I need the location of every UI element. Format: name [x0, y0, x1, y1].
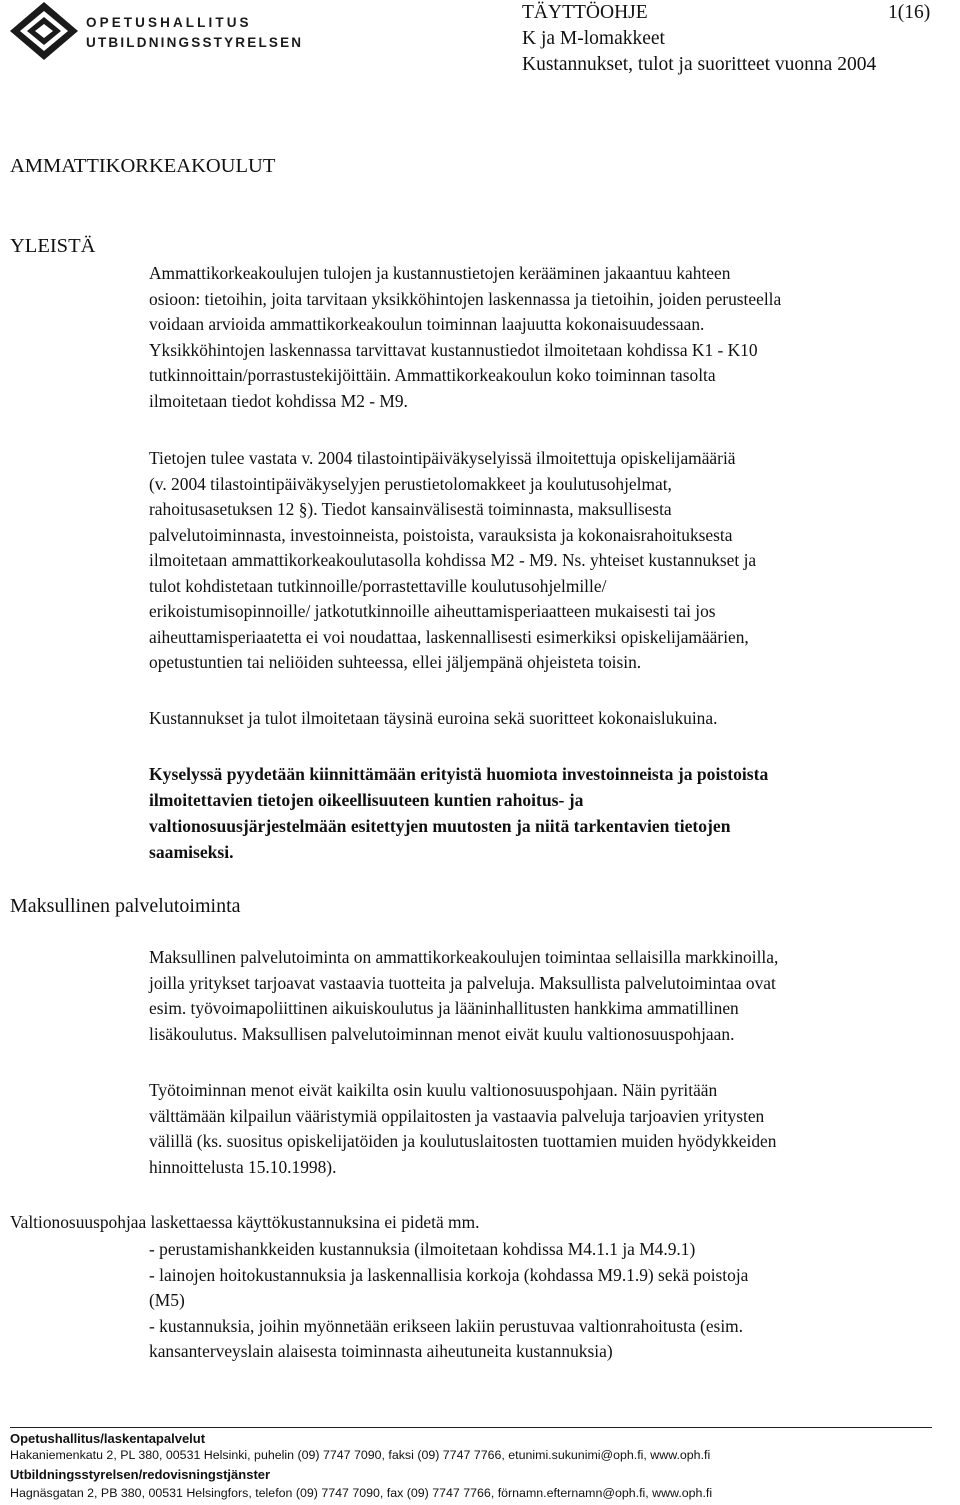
logo-line-2: UTBILDNINGSSTYRELSEN [86, 35, 304, 50]
text-line: rahoitusasetuksen 12 §). Tiedot kansainvälisestä toiminnasta, maksullisesta [149, 499, 672, 519]
text-line: valtionosuusjärjestelmään esitettyjen muutosten ja niitä tarkentavien tietojen [149, 816, 731, 836]
paragraph-general-2 [149, 446, 959, 676]
text-line: ilmoitetaan tiedot kohdissa M2 - M9. [149, 390, 408, 411]
text-line: Ammattikorkeakoulujen tulojen ja kustannustietojen kerääminen jakaantuu kahteen [149, 263, 731, 283]
diamond-logo-icon [10, 2, 80, 60]
text-line: ilmoitetaan ammattikorkeakoulutasolla kohdissa M2 - M9. Ns. yhteiset kustannukset ja [149, 550, 757, 570]
footer-divider [10, 1427, 932, 1428]
list-item: - perustamishankkeiden kustannuksia (ilmoitetaan kohdissa M4.1.1 ja M4.9.1) [149, 1239, 696, 1259]
footer-address-swedish: Hagnäsgatan 2, PB 380, 00531 Helsingfors, telefon (09) 7747 7090, fax (09) 7747 7766, förnamn.efternamn@oph.fi, www.oph.fi [10, 1486, 713, 1500]
list-item: kansanterveyslain alaisesta toiminnasta aiheutuneita kustannuksia) [149, 1341, 613, 1361]
text-line: saamiseksi. [149, 842, 234, 862]
text-line: (v. 2004 tilastointipäiväkyselyjen perustietolomakkeet ja koulutusohjelmat, [149, 473, 672, 494]
footer-org-swedish: Utbildningsstyrelsen/redovisningstjänster [10, 1467, 271, 1482]
section-heading-yleista: YLEISTÄ [10, 235, 96, 257]
text-line: välttämään kilpailun vääristymiä oppilaitosten ja vastaavia palveluja tarjoavien yritysten [149, 1105, 765, 1126]
header-title: TÄYTTÖOHJE [522, 2, 648, 23]
text-line: hinnoittelusta 15.10.1998). [149, 1156, 337, 1177]
text-line: Työtoiminnan menot eivät kaikilta osin kuulu valtionosuuspohjaan. Näin pyritään [149, 1080, 718, 1100]
footer-org-finnish: Opetushallitus/laskentapalvelut [10, 1431, 206, 1446]
logo-line-1: OPETUSHALLITUS [86, 15, 252, 30]
section-heading-maksullinen: Maksullinen palvelutoiminta [10, 895, 241, 917]
text-line: esim. työvoimapoliittinen aikuiskoulutus ja lääninhallitusten hankkima ammatillinen [149, 998, 739, 1018]
state-subsidy-exclusion-list [149, 1237, 959, 1365]
footer-address-finnish: Hakaniemenkatu 2, PL 380, 00531 Helsinki, puhelin (09) 7747 7090, faksi (09) 7747 7766, etunimi.sukunimi@oph.fi, www.oph.fi [10, 1448, 711, 1462]
paragraph-paid-services-1 [149, 945, 959, 1047]
text-line: erikoistumisopinnoille/ jatkotutkinnoille aiheuttamisperiaatteen mukaisesti tai jos [149, 601, 716, 621]
header-subtitle-1: K ja M-lomakkeet [522, 28, 665, 49]
text-line: opetustuntien tai neliöiden suhteessa, ellei jäljempänä ohjeisteta toisin. [149, 652, 642, 672]
text-line: Kyselyssä pyydetään kiinnittämään erityistä huomiota investoinneista ja poistoista [149, 764, 769, 784]
text-line: Valtionosuuspohjaa laskettaessa käyttökustannuksina ei pidetä mm. [10, 1212, 480, 1232]
list-item: - lainojen hoitokustannuksia ja laskennallisia korkoja (kohdassa M9.1.9) sekä poistoja [149, 1264, 749, 1285]
header-subtitle-2: Kustannukset, tulot ja suoritteet vuonna 2004 [522, 54, 877, 75]
page-number: 1(16) [888, 2, 931, 23]
paragraph-general-1 [149, 261, 959, 414]
text-line: Tietojen tulee vastata v. 2004 tilastointipäiväkyselyissä ilmoitettuja opiskelijamääriä [149, 448, 736, 468]
text-line: palvelutoiminnasta, investoinneista, poistoista, varauksista ja kokonaisrahoituksesta [149, 524, 733, 545]
text-line: Kustannukset ja tulot ilmoitetaan täysinä euroina sekä suoritteet kokonaislukuina. [149, 708, 718, 728]
text-line: ilmoitettavien tietojen oikeellisuuteen kuntien rahoitus- ja [149, 790, 584, 810]
text-line: Maksullinen palvelutoiminta on ammattikorkeakoulujen toimintaa sellaisilla markkinoilla, [149, 947, 779, 967]
text-line: Yksikköhintojen laskennassa tarvittavat kustannustiedot ilmoitetaan kohdissa K1 - K10 [149, 339, 758, 360]
list-item: (M5) [149, 1290, 185, 1310]
text-line: osioon: tietoihin, joita tarvitaan yksikköhintojen laskennassa ja tietoihin, joiden perusteella [149, 288, 782, 309]
document-heading: AMMATTIKORKEAKOULUT [10, 155, 276, 177]
text-line: voidaan arvioida ammattikorkeakoulun toiminnan laajuutta kokonaisuudessaan. [149, 314, 705, 334]
list-item: - kustannuksia, joihin myönnetään erikseen lakiin perustuvaa valtionrahoitusta (esim. [149, 1315, 744, 1336]
paragraph-general-emphasis [149, 761, 959, 865]
text-line: lisäkoulutus. Maksullisen palvelutoiminnan menot eivät kuulu valtionosuuspohjaan. [149, 1023, 735, 1044]
text-line: tulot kohdistetaan tutkinnoille/porrastettaville koulutusohjelmille/ [149, 575, 607, 596]
text-line: välillä (ks. suositus opiskelijatöiden ja koulutuslaitosten tuottamien muiden hyödykkeiden [149, 1131, 777, 1151]
text-line: aiheuttamisperiaatetta ei voi noudattaa, laskennallisesti esimerkiksi opiskelijamäärien, [149, 626, 749, 647]
logo-text [86, 13, 303, 53]
text-line: joilla yritykset tarjoavat vastaavia tuotteita ja palveluja. Maksullista palvelutoimintaa ovat [149, 972, 776, 993]
paragraph-general-3 [149, 706, 959, 732]
text-line: tutkinnoittain/porrastustekijöittäin. Ammattikorkeakoulun koko toiminnan tasolta [149, 365, 716, 385]
paragraph-state-subsidy-intro [10, 1210, 950, 1236]
paragraph-paid-services-2 [149, 1078, 959, 1180]
